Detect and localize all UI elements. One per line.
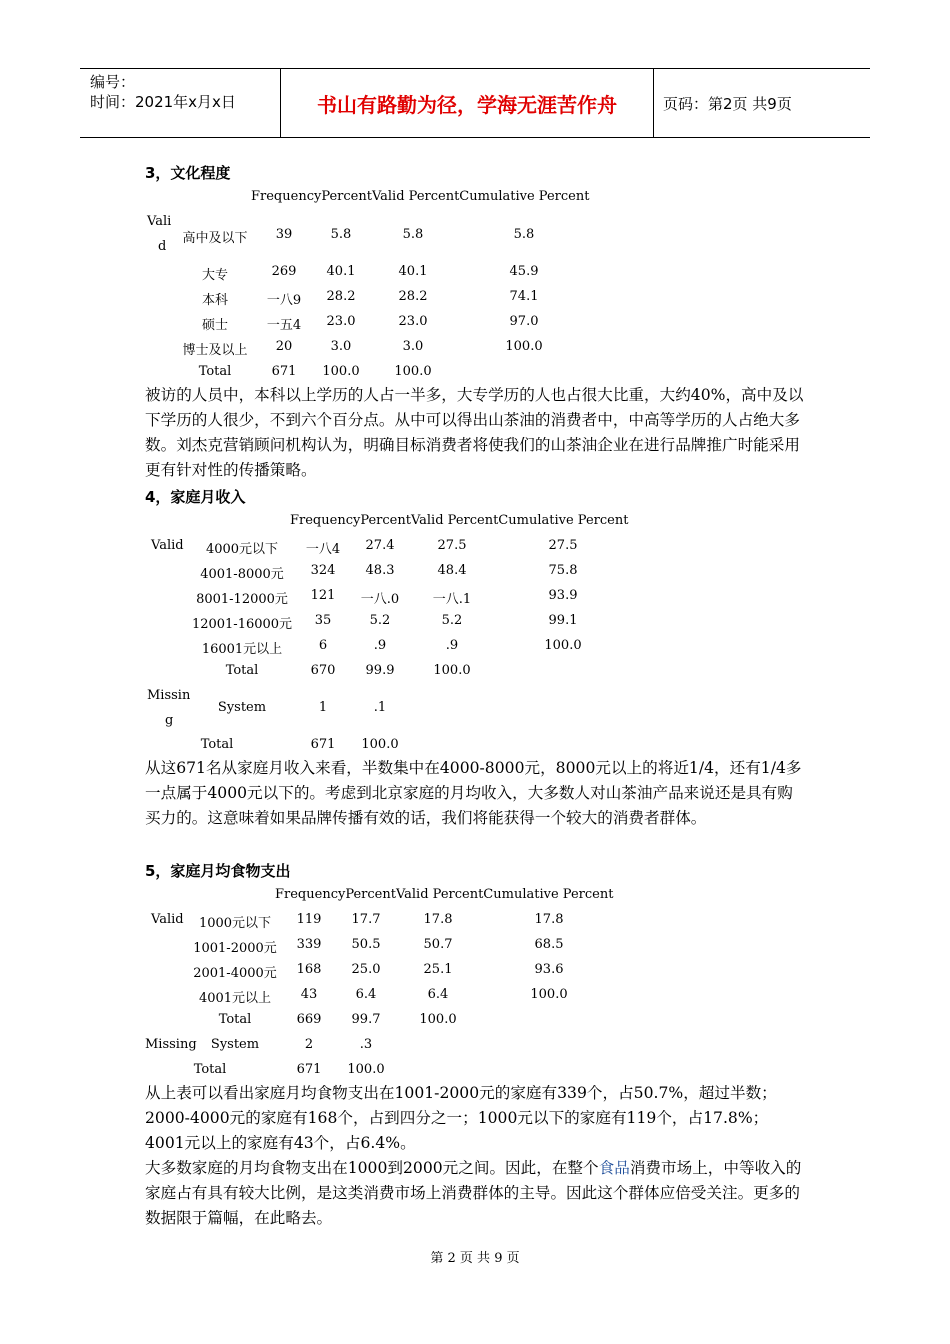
missing-label: Missin xyxy=(147,688,191,703)
code-label: 编号： xyxy=(90,73,136,91)
row-label: 12001-16000元 xyxy=(191,617,293,632)
valid-percent-cell: 5.2 xyxy=(441,613,463,628)
cumulative-percent-cell: 27.5 xyxy=(548,538,578,553)
row-label: 硕士 xyxy=(201,318,229,333)
percent-cell: 28.2 xyxy=(326,289,356,304)
percent-cell: .1 xyxy=(373,700,387,715)
frequency-cell: 121 xyxy=(310,588,336,603)
frequency-cell: 1 xyxy=(318,700,328,715)
valid-label: Valid xyxy=(151,912,184,927)
frequency-cell: 119 xyxy=(296,912,322,927)
row-label: 高中及以下 xyxy=(182,231,248,246)
cumulative-percent-cell: 100.0 xyxy=(544,638,582,653)
section-heading-income: 4，家庭月收入 xyxy=(145,488,246,506)
percent-cell: 99.9 xyxy=(365,663,395,678)
valid-percent-cell: 48.4 xyxy=(437,563,467,578)
percent-cell: 25.0 xyxy=(351,962,381,977)
section-heading-education: 3，文化程度 xyxy=(145,164,231,182)
frequency-cell: 671 xyxy=(310,737,336,752)
row-label: 4000元以下 xyxy=(205,542,279,557)
cumulative-percent-cell: 75.8 xyxy=(548,563,578,578)
motto: 书山有路勤为径，学海无涯苦作舟 xyxy=(281,69,654,137)
percent-cell: 17.7 xyxy=(351,912,381,927)
valid-percent-cell: 3.0 xyxy=(402,339,424,354)
percent-cell: .9 xyxy=(373,638,387,653)
valid-label: Valid xyxy=(151,538,184,553)
row-label: Total xyxy=(200,737,234,752)
percent-cell: 27.4 xyxy=(365,538,395,553)
row-label: 2001-4000元 xyxy=(193,966,277,981)
cumulative-percent-cell: 100.0 xyxy=(530,987,568,1002)
valid-label-cont: d xyxy=(158,239,167,254)
page-header xyxy=(80,68,870,138)
frequency-cell: 一八4 xyxy=(305,542,341,557)
frequency-cell: 一八9 xyxy=(266,293,302,308)
paragraph-food-1: 从上表可以看出家庭月均食物支出在1001-2000元的家庭有339个，占50.7%，超过半数；2000-4000元的家庭有168个，占到四分之一；1000元以下的家庭有119个，占17.8%；4001元以上的家庭有43个，占6.4%。 xyxy=(145,1084,777,1152)
row-label: 4001元以上 xyxy=(198,991,272,1006)
frequency-cell: 168 xyxy=(296,962,322,977)
row-label: Total xyxy=(218,1012,252,1027)
valid-percent-cell: .9 xyxy=(445,638,459,653)
page-footer: 第 2 页 共 9 页 xyxy=(430,1251,520,1266)
percent-cell: 40.1 xyxy=(326,264,356,279)
valid-label: Vali xyxy=(147,214,172,229)
percent-cell: 3.0 xyxy=(330,339,352,354)
row-label: 8001-12000元 xyxy=(196,592,288,607)
cumulative-percent-cell: 93.9 xyxy=(548,588,578,603)
cumulative-percent-cell: 5.8 xyxy=(513,227,535,242)
valid-percent-cell: 100.0 xyxy=(394,364,432,379)
cumulative-percent-cell: 17.8 xyxy=(534,912,564,927)
paragraph-text: 大多数家庭的月均食物支出在1000到2000元之间。因此，在整个 xyxy=(145,1159,599,1177)
percent-cell: 5.8 xyxy=(330,227,352,242)
valid-percent-cell: 25.1 xyxy=(423,962,453,977)
cumulative-percent-cell: 45.9 xyxy=(509,264,539,279)
frequency-cell: 一五4 xyxy=(266,318,302,333)
percent-cell: 一八.0 xyxy=(360,592,400,607)
frequency-cell: 670 xyxy=(310,663,336,678)
valid-percent-cell: 40.1 xyxy=(398,264,428,279)
frequency-cell: 269 xyxy=(271,264,297,279)
valid-percent-cell: 28.2 xyxy=(398,289,428,304)
frequency-cell: 39 xyxy=(275,227,293,242)
frequency-cell: 20 xyxy=(275,339,293,354)
valid-percent-cell: 5.8 xyxy=(402,227,424,242)
paragraph-text: 消费市场上，中等收入的家庭占有具有较大比例，是这类消费市场上消费群体的主导。因此这个群体应倍受关注。更多的数据限于篇幅，在此略去。 xyxy=(145,1159,802,1227)
frequency-cell: 669 xyxy=(296,1012,322,1027)
frequency-cell: 671 xyxy=(271,364,297,379)
frequency-cell: 35 xyxy=(314,613,332,628)
valid-percent-cell: 一八.1 xyxy=(432,592,472,607)
valid-percent-cell: 23.0 xyxy=(398,314,428,329)
percent-cell: 99.7 xyxy=(351,1012,381,1027)
percent-cell: 50.5 xyxy=(351,937,381,952)
frequency-cell: 6 xyxy=(318,638,328,653)
percent-cell: 5.2 xyxy=(369,613,391,628)
frequency-cell: 2 xyxy=(304,1037,314,1052)
percent-cell: 100.0 xyxy=(322,364,360,379)
cumulative-percent-cell: 74.1 xyxy=(509,289,539,304)
row-label: 大专 xyxy=(201,268,229,283)
valid-percent-cell: 100.0 xyxy=(419,1012,457,1027)
percent-cell: 100.0 xyxy=(361,737,399,752)
frequency-cell: 671 xyxy=(296,1062,322,1077)
frequency-cell: 339 xyxy=(296,937,322,952)
percent-cell: .3 xyxy=(359,1037,373,1052)
time-label: 时间：2021年x月x日 xyxy=(90,93,236,111)
percent-cell: 48.3 xyxy=(365,563,395,578)
row-label: Total xyxy=(225,663,259,678)
table-column-header: FrequencyPercentValid PercentCumulative Percent xyxy=(290,513,629,528)
row-label: 博士及以上 xyxy=(182,343,248,358)
table-column-header: FrequencyPercentValid PercentCumulative Percent xyxy=(275,887,614,902)
frequency-cell: 324 xyxy=(310,563,336,578)
valid-percent-cell: 17.8 xyxy=(423,912,453,927)
row-label: 1001-2000元 xyxy=(193,941,277,956)
frequency-cell: 43 xyxy=(300,987,318,1002)
row-label: 16001元以上 xyxy=(201,642,283,657)
page-number-label: 页码：第2页 共9页 xyxy=(663,95,792,113)
cumulative-percent-cell: 68.5 xyxy=(534,937,564,952)
valid-percent-cell: 6.4 xyxy=(427,987,449,1002)
cumulative-percent-cell: 97.0 xyxy=(509,314,539,329)
row-label: System xyxy=(217,700,267,715)
cumulative-percent-cell: 99.1 xyxy=(548,613,578,628)
percent-cell: 23.0 xyxy=(326,314,356,329)
row-label: 1000元以下 xyxy=(198,916,272,931)
percent-cell: 6.4 xyxy=(355,987,377,1002)
missing-label: Missing xyxy=(145,1037,197,1052)
paragraph-food-2 xyxy=(145,1156,805,1231)
row-label: 本科 xyxy=(201,293,229,308)
section-heading-food: 5，家庭月均食物支出 xyxy=(145,862,291,880)
paragraph-income: 从这671名从家庭月收入来看，半数集中在4000-8000元，8000元以上的将近1/4，还有1/4多一点属于4000元以下的。考虑到北京家庭的月均收入，大多数人对山茶油产品来说还是具有购买力的。这意味着如果品牌传播有效的话，我们将能获得一个较大的消费者群体。 xyxy=(145,759,802,827)
row-label: Total xyxy=(198,364,232,379)
row-label: Total xyxy=(193,1062,227,1077)
row-label: System xyxy=(210,1037,260,1052)
percent-cell: 100.0 xyxy=(347,1062,385,1077)
paragraph-education: 被访的人员中，本科以上学历的人占一半多，大专学历的人也占很大比重，大约40%，高中及以下学历的人很少，不到六个百分点。从中可以得出山茶油的消费者中，中高等学历的人占绝大多数。刘杰克营销顾问机构认为，明确目标消费者将使我们的山茶油企业在进行品牌推广时能采用更有针对性的传播策略。 xyxy=(145,386,804,479)
valid-percent-cell: 27.5 xyxy=(437,538,467,553)
table-column-header: FrequencyPercentValid PercentCumulative Percent xyxy=(251,189,590,204)
food-link[interactable]: 食品 xyxy=(598,1159,630,1177)
row-label: 4001-8000元 xyxy=(200,567,284,582)
valid-percent-cell: 50.7 xyxy=(423,937,453,952)
header-meta xyxy=(80,69,281,137)
cumulative-percent-cell: 93.6 xyxy=(534,962,564,977)
missing-label-cont: g xyxy=(165,713,174,728)
valid-percent-cell: 100.0 xyxy=(433,663,471,678)
cumulative-percent-cell: 100.0 xyxy=(505,339,543,354)
